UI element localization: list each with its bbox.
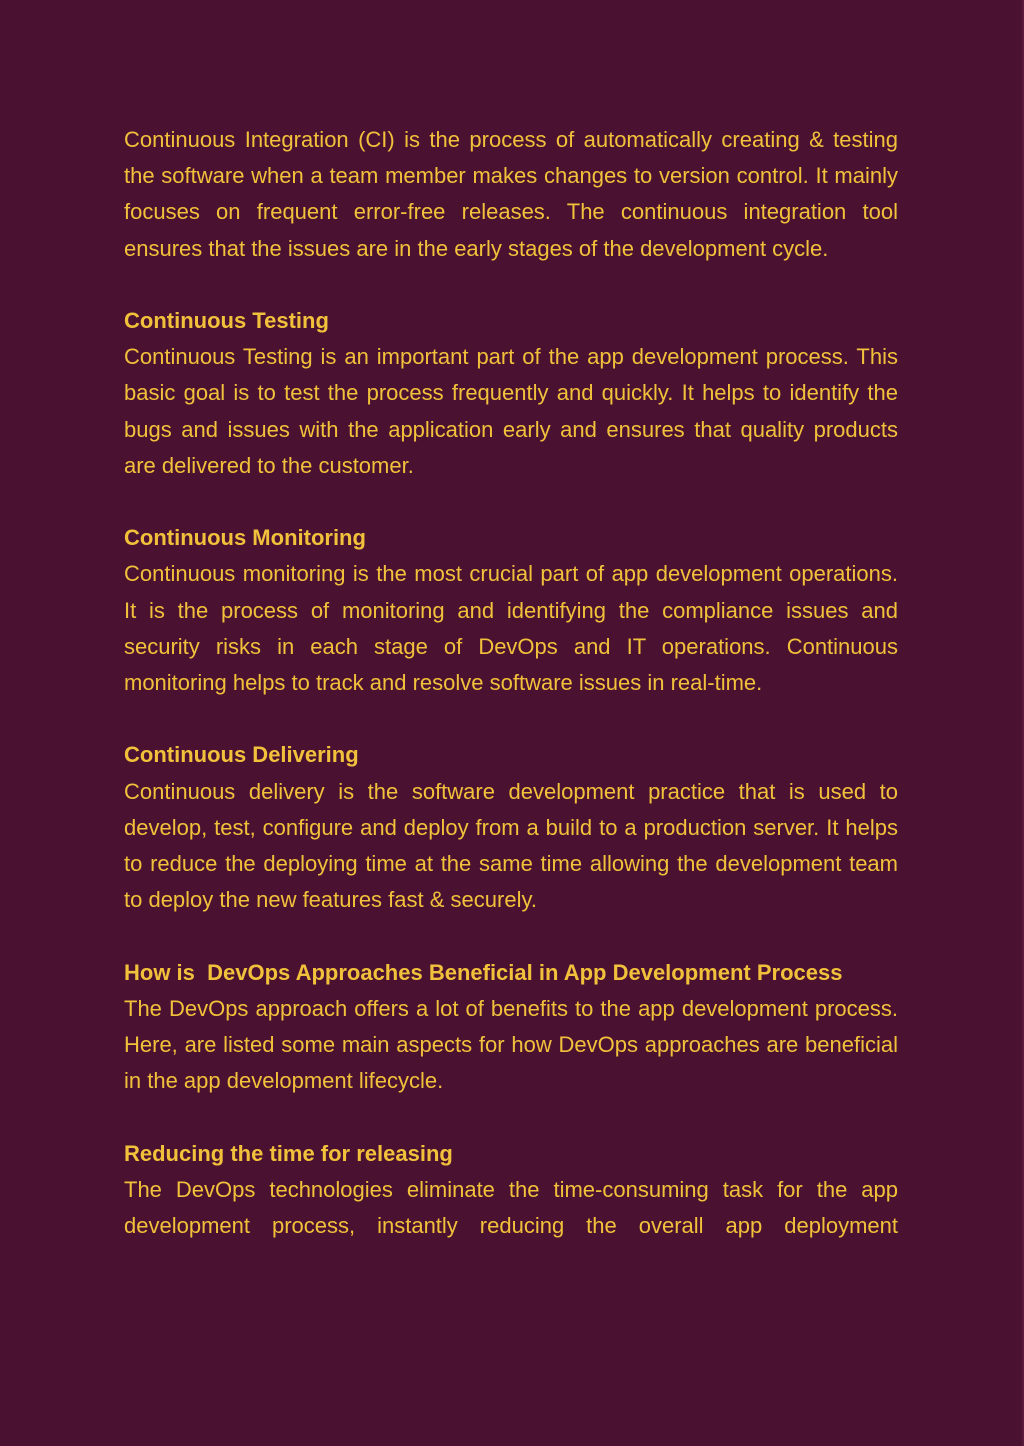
section-body-continuous-testing: Continuous Testing is an important part of the app development process. This basic goal is to test the process frequently and quickly. It helps to identify the bugs and issues with the application early and ensures that quality products are delivered to the customer.: [124, 344, 898, 478]
section-heading-continuous-monitoring: Continuous Monitoring: [124, 525, 366, 551]
section-heading-reducing-release-time: Reducing the time for releasing: [124, 1140, 453, 1166]
spacer: [124, 484, 898, 520]
section-body-continuous-delivering: Continuous delivery is the software development practice that is used to develop, test, configure and deploy from a build to a production server. It helps to reduce the deploying time at the same time allowing the development team to deploy the new features fast & securely.: [124, 778, 898, 913]
spacer: [124, 267, 898, 303]
intro-paragraph: Continuous Integration (CI) is the process of automatically creating & testing the software when a team member makes changes to version control. It mainly focuses on frequent error-free releases. The continuous integration tool ensures that the issues are in the early stages of the development cycle.: [124, 127, 898, 261]
section-body-continuous-monitoring: Continuous monitoring is the most crucial part of app development operations. It is the process of monitoring and identifying the compliance issues and security risks in each stage of DevOps and IT operations. Continuous monitoring helps to track and resolve software issues in real-time.: [124, 561, 898, 696]
section-heading-continuous-testing: Continuous Testing: [124, 308, 329, 333]
section-heading-devops-benefits: How is DevOps Approaches Beneficial in App Development Process: [124, 959, 843, 985]
spacer: [124, 918, 898, 954]
section-body-devops-benefits: The DevOps approach offers a lot of benefits to the app development process. Here, are listed some main aspects for how DevOps approaches are beneficial in the app development lifecycle.: [124, 995, 898, 1094]
spacer: [124, 701, 898, 737]
section-heading-continuous-delivering: Continuous Delivering: [124, 742, 359, 768]
section-body-reducing-release-time: The DevOps technologies eliminate the time-consuming task for the app development process, instantly reducing the overall app deployment: [124, 1176, 898, 1239]
spacer: [124, 1099, 898, 1135]
